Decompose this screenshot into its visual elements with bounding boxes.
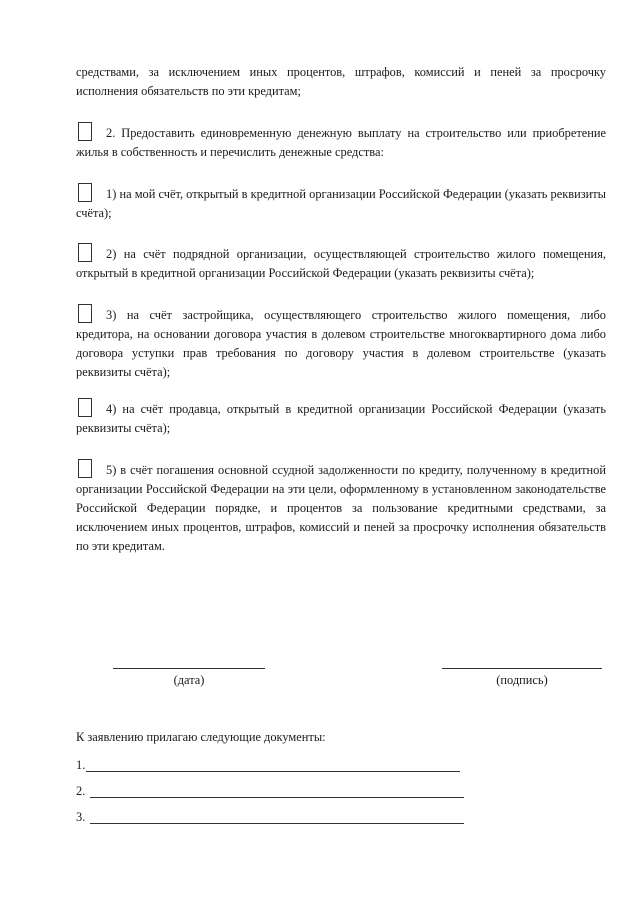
checkbox-option-2[interactable] [78,243,92,262]
option-1-text: 1) на мой счёт, открытый в кредитной организации Российской Федерации (указать реквизиты счёта); [76,187,606,220]
attachment-line-3[interactable] [90,823,464,824]
item-2-text: 2. Предоставить единовременную денежную выплату на строительство или приобретение жилья в собственность и перечислить денежные средства: [76,126,606,159]
checkbox-option-3[interactable] [78,304,92,323]
item-2-2-block [76,245,606,283]
attachment-number-2: 2. [76,784,86,798]
item-2-3-block [76,306,606,382]
date-caption: (дата) [173,673,205,687]
item-2-1-block [76,185,606,223]
checkbox-item-2[interactable] [78,122,92,141]
option-5-text: 5) в счёт погашения основной ссудной задолженности по кредиту, полученному в кредитной организации Российской Федерации на эти цели, оформленному в установленном законодательстве Российской Федерации порядке, и процентов за пользование кредитными средствами, за исключением иных процентов, штрафов, комиссий и пеней за просрочку исполнения обязательств по эти кредитам. [76,463,606,553]
item-2-4-block [76,400,606,438]
attachment-number-1: 1. [76,758,86,772]
option-4-text: 4) на счёт продавца, открытый в кредитной организации Российской Федерации (указать реквизиты счёта); [76,402,606,435]
item-2-block [76,124,606,162]
option-3-text: 3) на счёт застройщика, осуществляющего строительство жилого помещения, либо кредитора, на основании договора участия в долевом строительстве многоквартирного дома либо договора уступки прав требования по договору участия в долевом строительстве (указать реквизиты счёта); [76,308,606,379]
attachment-line-1[interactable] [86,771,460,772]
signature-line[interactable] [442,668,602,669]
attachments-heading: К заявлению прилагаю следующие документы: [76,730,326,744]
item-2-5-block [76,461,606,556]
top-paragraph: средствами, за исключением иных процентов, штрафов, комиссий и пеней за просрочку исполнения обязательств по эти кредитам; [76,65,606,98]
attachment-number-3: 3. [76,810,86,824]
checkbox-option-5[interactable] [78,459,92,478]
option-2-text: 2) на счёт подрядной организации, осуществляющей строительство жилого помещения, открытый в кредитной организации Российской Федерации (указать реквизиты счёта); [76,247,606,280]
checkbox-option-1[interactable] [78,183,92,202]
checkbox-option-4[interactable] [78,398,92,417]
date-line[interactable] [113,668,265,669]
attachment-line-2[interactable] [90,797,464,798]
signature-caption: (подпись) [496,673,548,687]
